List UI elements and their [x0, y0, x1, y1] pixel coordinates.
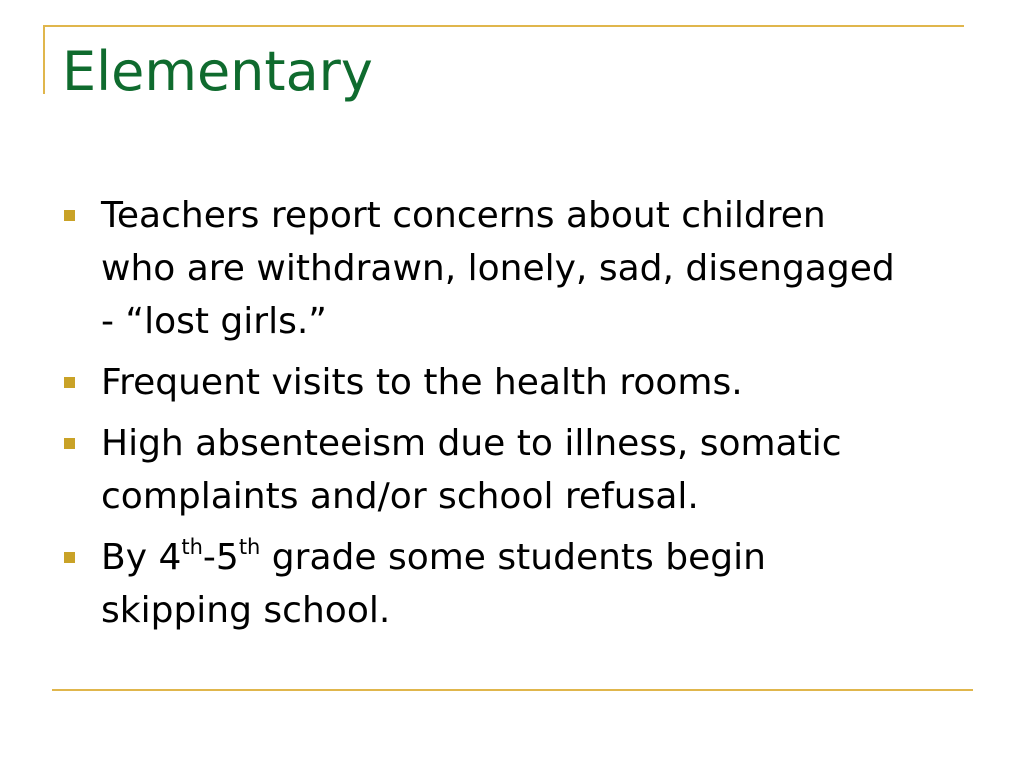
bullet-text: High absenteeism due to illness, somatic complaints and/or school refusal.: [101, 423, 842, 517]
square-bullet-icon: [64, 210, 75, 221]
square-bullet-icon: [64, 552, 75, 563]
square-bullet-icon: [64, 438, 75, 449]
square-bullet-icon: [64, 377, 75, 388]
bullet-item: [64, 356, 964, 409]
slide-title: Elementary: [62, 40, 373, 103]
bullet-text: Frequent visits to the health rooms.: [101, 362, 743, 403]
bullet-text: Teachers report concerns about children who are withdrawn, lonely, sad, disengaged - “lost girls.”: [101, 195, 895, 342]
bullet-item: [64, 189, 964, 348]
frame-left-line: [43, 25, 45, 94]
bullet-list: [64, 189, 964, 645]
frame-top-line: [43, 25, 964, 27]
bullet-text-part: By 4: [101, 537, 182, 578]
ordinal-superscript: th: [181, 535, 203, 559]
bullet-text-part: grade some students begin skipping school.: [101, 537, 766, 631]
ordinal-superscript: th: [238, 535, 261, 559]
bullet-item: [64, 531, 964, 637]
frame-bottom-line: [52, 689, 973, 691]
bullet-item: [64, 417, 964, 523]
bullet-text: [101, 537, 766, 631]
bullet-text-part: -5: [202, 537, 239, 578]
